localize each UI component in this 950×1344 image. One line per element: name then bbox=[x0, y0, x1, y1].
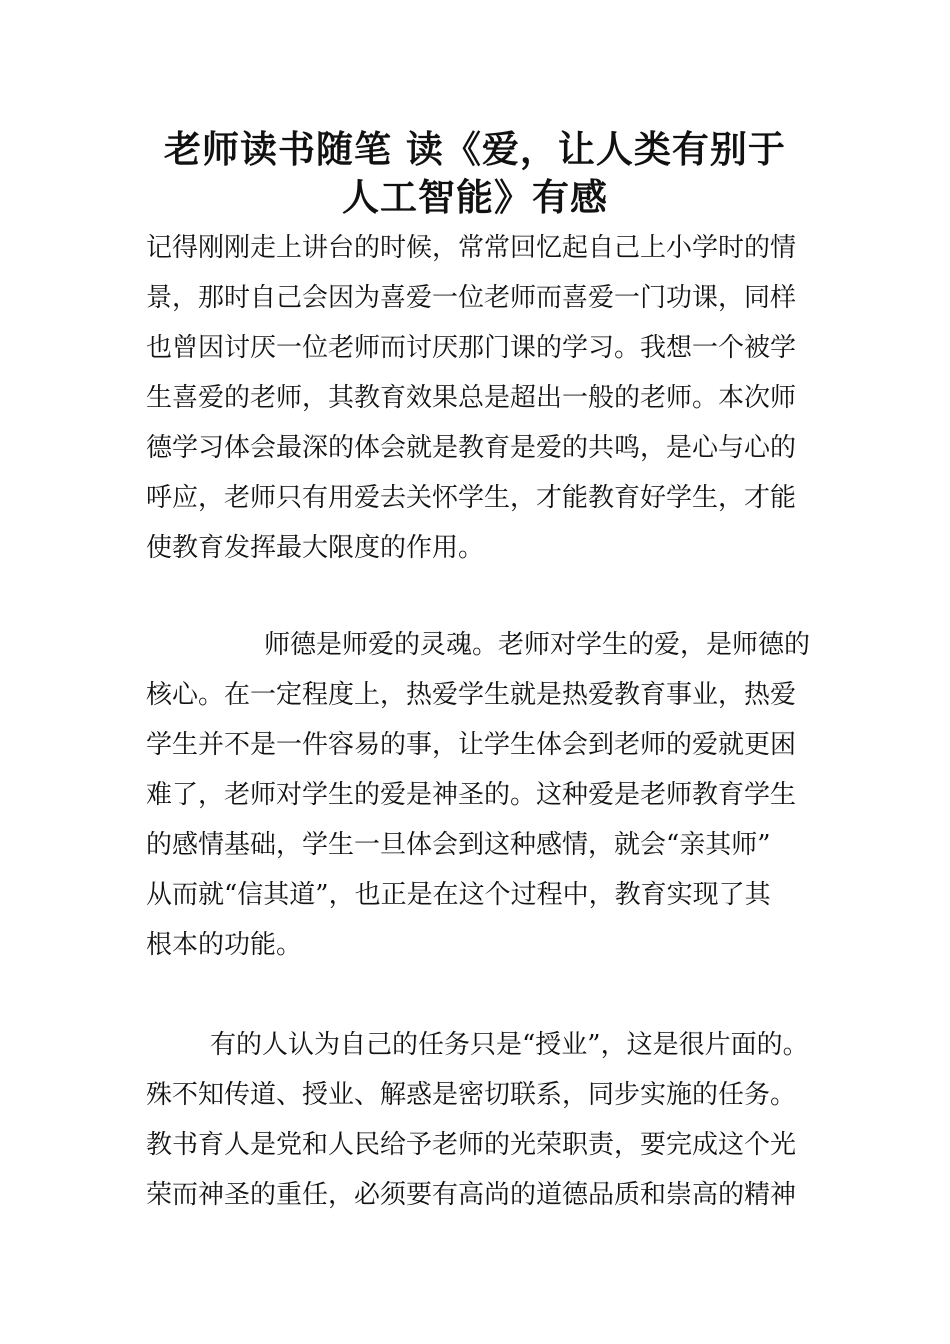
paragraph-2-line: 的感情基础，学生一旦体会到这种感情，就会“亲其师” bbox=[146, 830, 771, 860]
paragraph-1-line: 呼应，老师只有用爱去关怀学生，才能教育好学生，才能 bbox=[146, 483, 797, 513]
paragraph-1-line: 也曾因讨厌一位老师而讨厌那门课的学习。我想一个被学 bbox=[146, 333, 797, 363]
paragraph-2-line: 从而就“信其道”，也正是在这个过程中，教育实现了其 bbox=[146, 880, 771, 910]
paragraph-1-line: 生喜爱的老师，其教育效果总是超出一般的老师。本次师 bbox=[146, 383, 797, 413]
paragraph-2-line: 根本的功能。 bbox=[146, 930, 303, 960]
paragraph-1-line: 使教育发挥最大限度的作用。 bbox=[146, 533, 485, 563]
paragraph-1 bbox=[146, 223, 846, 573]
paragraph-3-line: 有的人认为自己的任务只是“授业”，这是很片面的。 bbox=[210, 1030, 809, 1060]
paragraph-3-line: 荣而神圣的重任，必须要有高尚的道德品质和崇高的精神 bbox=[146, 1180, 797, 1210]
paragraph-1-line: 德学习体会最深的体会就是教育是爱的共鸣，是心与心的 bbox=[146, 433, 797, 463]
paragraph-2-line: 学生并不是一件容易的事，让学生体会到老师的爱就更困 bbox=[146, 730, 797, 760]
paragraph-3-line: 教书育人是党和人民给予老师的光荣职责，要完成这个光 bbox=[146, 1130, 797, 1160]
paragraph-2-line: 难了，老师对学生的爱是神圣的。这种爱是老师教育学生 bbox=[146, 780, 797, 810]
paragraph-2-line: 核心。在一定程度上，热爱学生就是热爱教育事业，热爱 bbox=[146, 680, 797, 710]
document-title-line-2: 人工智能》有感 bbox=[342, 176, 608, 219]
paragraph-3 bbox=[146, 1020, 846, 1220]
paragraph-1-line: 景，那时自己会因为喜爱一位老师而喜爱一门功课，同样 bbox=[146, 283, 797, 313]
paragraph-1-line: 记得刚刚走上讲台的时候，常常回忆起自己上小学时的情 bbox=[146, 233, 797, 263]
document-title-line-1: 老师读书随笔 读《爱，让人类有别于 bbox=[164, 128, 786, 171]
paragraph-2 bbox=[146, 620, 846, 970]
paragraph-2-line: 师德是师爱的灵魂。老师对学生的爱，是师德的 bbox=[264, 630, 811, 660]
paragraph-3-line: 殊不知传道、授业、解惑是密切联系，同步实施的任务。 bbox=[146, 1080, 797, 1110]
